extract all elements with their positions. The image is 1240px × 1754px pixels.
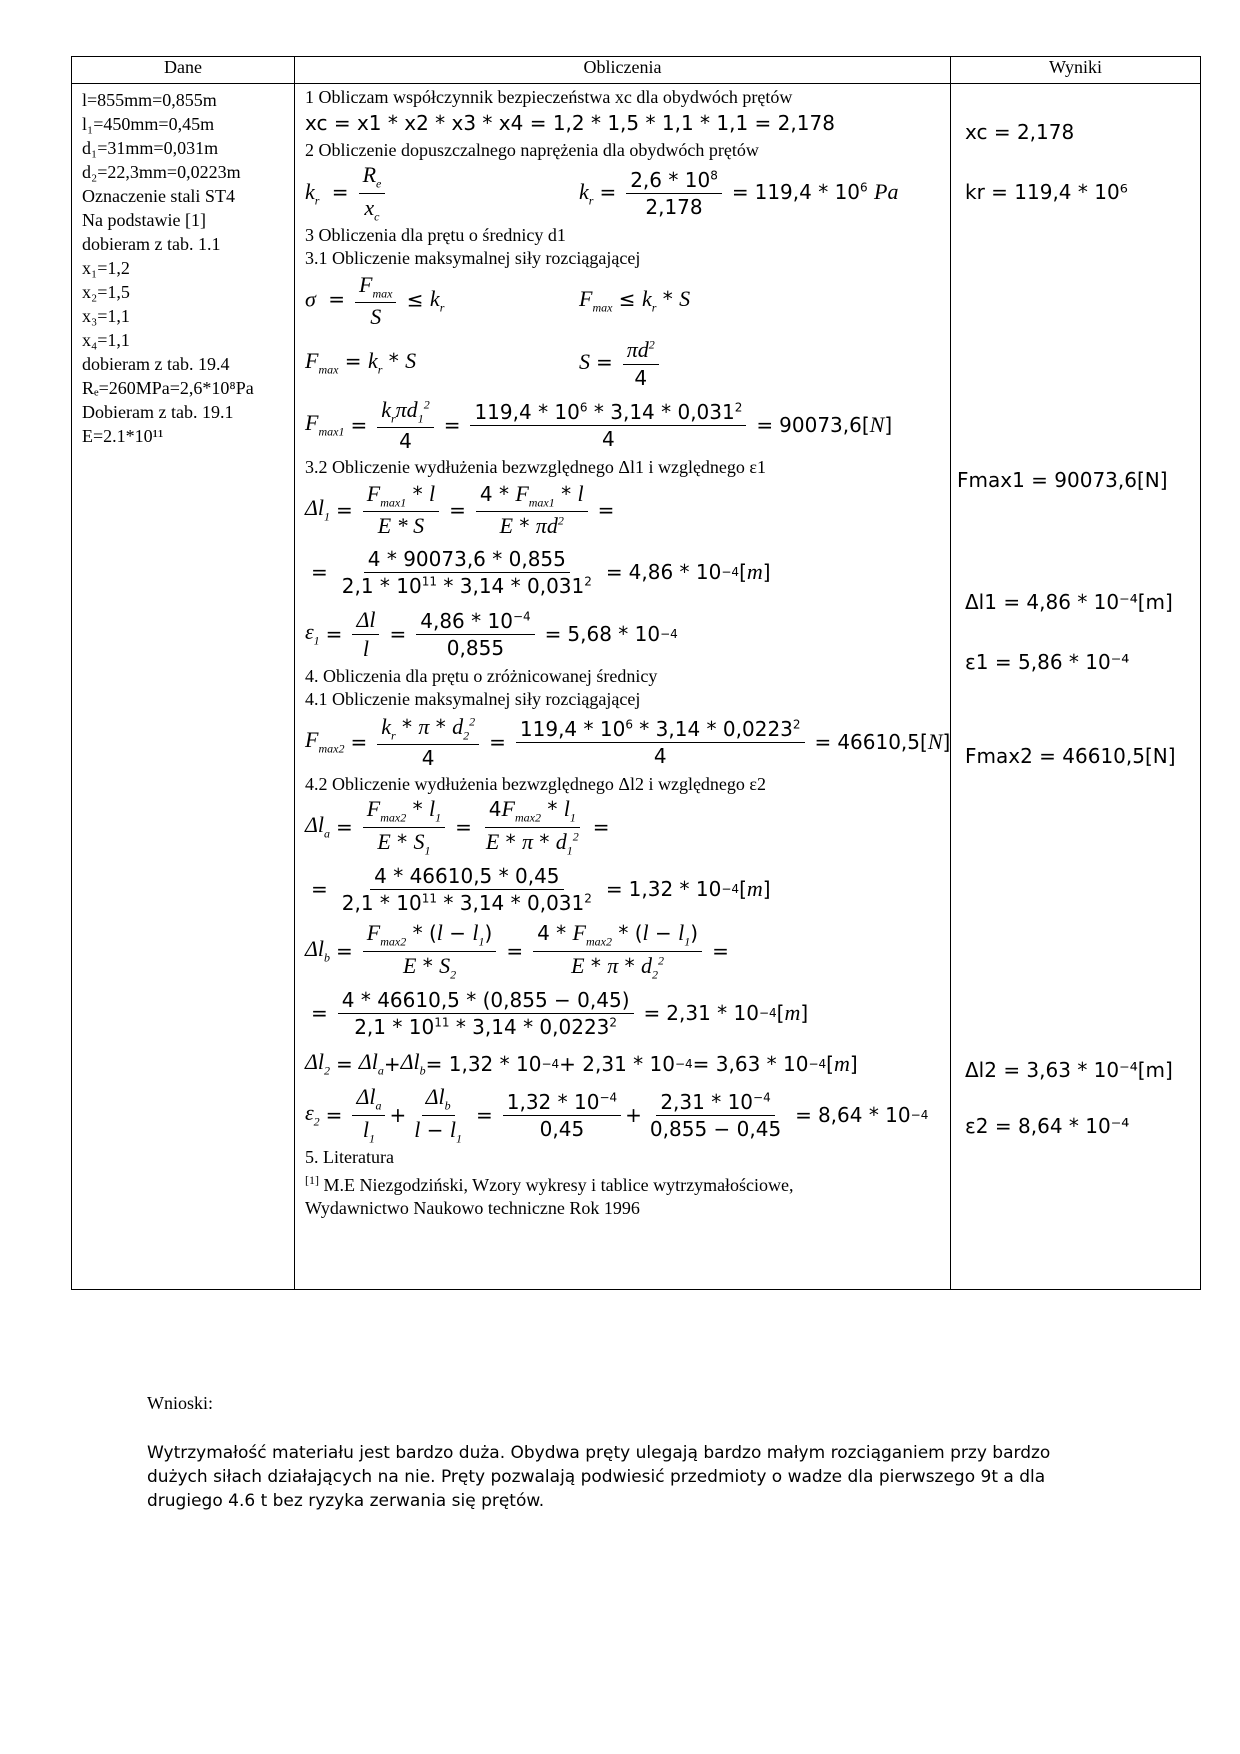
dane-item: d₂=22,3mm=0,0223m	[82, 162, 241, 182]
result-dl1: Δl1 = 4,86 * 10⁻⁴[m]	[965, 590, 1173, 614]
equation-dla-formula: $\Delta l_a$ = $\frac{F_{max2} * l_1}{E * S_1}$ = $\frac{4F_{max2} * l_1}{E * \pi * d_1^2}$ =	[305, 796, 610, 857]
dane-item: x₂=1,5	[82, 282, 130, 302]
equation-fmax-s: $F_{max} = k_r * S$ S = $\frac{\pi d^2}{4}$	[305, 332, 944, 394]
equation-kr: $k_r$ = $\frac{R_e}{x_c}$ $k_r$ = $\frac{2,6 * 10^8}{2,178}$ = $119,4 * 10^6$ Pa	[305, 162, 899, 223]
dane-item: Na podstawie [1]	[82, 210, 206, 230]
equation-sigma: σ = $\frac{F_{max}}{S}$ ≤ $k_r$ $F_{max} \le k_r * S$	[305, 271, 691, 330]
obliczenia-column	[295, 84, 951, 1290]
result-fmax1: Fmax1 = 90073,6[N]	[957, 468, 1168, 492]
section-4-1-heading: 4.1 Obliczenie maksymalnej siły rozciągającej	[305, 689, 641, 709]
equation-dl1-formula: $\Delta l_1$ = $\frac{F_{max1} * l}{E * S}$ = $\frac{4 * F_{max1} * l}{E * \pi d^2}$ =	[305, 480, 615, 539]
table-body-row	[72, 84, 1201, 1290]
literature-line-2: Wydawnictwo Naukowo techniczne Rok 1996	[305, 1198, 640, 1218]
dane-item: E=2.1*10¹¹	[82, 426, 164, 446]
header-obliczenia: Obliczenia	[295, 57, 951, 84]
header-dane: Dane	[72, 57, 295, 84]
calculation-table	[71, 56, 1201, 1290]
dane-item: l=855mm=0,855m	[82, 90, 217, 110]
section-3-2-heading: 3.2 Obliczenie wydłużenia bezwzględnego Δl1 i względnego ε1	[305, 457, 766, 477]
dane-item: Rₑ=260MPa=2,6*10⁸Pa	[82, 378, 254, 398]
section-3-1-heading: 3.1 Obliczenie maksymalnej siły rozciągającej	[305, 248, 641, 268]
result-e1: ε1 = 5,86 * 10⁻⁴	[965, 650, 1130, 674]
dane-item: d₁=31mm=0,031m	[82, 138, 219, 158]
dane-item: x₄=1,1	[82, 330, 130, 350]
wyniki-column	[951, 84, 1201, 1290]
dane-item: l₁=450mm=0,45m	[82, 114, 215, 134]
equation-dl2: $\Delta l_2$ = $\Delta l_a$ + $\Delta l_b$ = 1,32 * 10 −4 + 2,31 * 10 −4 = 3,63 * 10 −4 [ m ]	[305, 1049, 858, 1078]
equation-e1: $\varepsilon_1$ = $\frac{\Delta l}{l}$ = $\frac{4,86 * 10^{-4}}{0,855}$ = 5,68 * 10 −4	[305, 606, 678, 661]
equation-dlb-formula: $\Delta l_b$ = $\frac{F_{max2} * (l - l_1)}{E * S_2}$ = $\frac{4 * F_{max2} * (l - l_1)}{E * \pi * d_2^2}$ =	[305, 920, 729, 981]
section-5-heading: 5. Literatura	[305, 1147, 394, 1167]
dane-column	[72, 84, 295, 1290]
dane-item: Oznaczenie stali ST4	[82, 186, 235, 206]
equation-fmax1: $F_{max1}$ = $\frac{k_r\pi d_1^2}{4}$ = $\frac{119,4 * 10^6 * 3,14 * 0,031^2}{4}$ = 90073,6[ N ]	[305, 396, 893, 454]
equation-dla-value: = $\frac{4 * 46610,5 * 0,45}{2,1 * 10^{11} * 3,14 * 0,031^2}$ = 1,32 * 10 −4 [ m ]	[311, 863, 771, 915]
dane-item: x₁=1,2	[82, 258, 130, 278]
result-xc: xc = 2,178	[965, 120, 1075, 144]
dane-item: Dobieram z tab. 19.1	[82, 402, 234, 422]
equation-dl1-value: = $\frac{4 * 90073,6 * 0,855}{2,1 * 10^{11} * 3,14 * 0,031^2}$ = 4,86 * 10 −4 [ m ]	[311, 546, 771, 598]
table-header-row	[72, 57, 1201, 84]
conclusions-heading: Wnioski:	[147, 1393, 213, 1413]
result-e2: ε2 = 8,64 * 10⁻⁴	[965, 1114, 1130, 1138]
section-1-heading: 1 Obliczam współczynnik bezpieczeństwa xc dla obydwóch prętów	[305, 87, 793, 107]
section-2-heading: 2 Obliczenie dopuszczalnego naprężenia dla obydwóch prętów	[305, 140, 759, 160]
literature-line-1: [1] M.E Niezgodziński, Wzory wykresy i tablice wytrzymałościowe,	[305, 1173, 794, 1195]
equation-dlb-value: = $\frac{4 * 46610,5 * (0,855 - 0,45)}{2,1 * 10^{11} * 3,14 * 0,0223^2}$ = 2,31 * 10 −4 [ m ]	[311, 987, 809, 1039]
dane-item: dobieram z tab. 19.4	[82, 354, 230, 374]
conclusions-text: Wytrzymałość materiału jest bardzo duża. Obydwa pręty ulegają bardzo małym rozciąganiem przy bardzo dużych siłach działających na nie. Pręty pozwalają podwiesić przedmioty o wadze dla pierwszego 9t a dla drugiego 4.6 t bez ryzyka zerwania się prętów.	[147, 1443, 1051, 1511]
dane-item: dobieram z tab. 1.1	[82, 234, 221, 254]
section-4-heading: 4. Obliczenia dla prętu o zróżnicowanej średnicy	[305, 666, 658, 686]
result-dl2: Δl2 = 3,63 * 10⁻⁴[m]	[965, 1058, 1173, 1082]
section-4-2-heading: 4.2 Obliczenie wydłużenia bezwzględnego Δl2 i względnego ε2	[305, 774, 766, 794]
header-wyniki: Wyniki	[951, 57, 1201, 84]
equation-e2: $\varepsilon_2$ = $\frac{\Delta l_a}{l_1}$ + $\frac{\Delta l_b}{l - l_1}$ = $\frac{1,32 * 10^{-4}}{0,45}$ + $\frac{2,31 * 10^{-4}}{0,855 - 0,45}$ = 8,64 * 10 −4	[305, 1084, 929, 1145]
equation-fmax2: $F_{max2}$ = $\frac{k_r * \pi * d_2^2}{4}$ = $\frac{119,4 * 10^6 * 3,14 * 0,0223^2}{4}$ = 46610,5[ N ]	[305, 713, 951, 771]
section-3-heading: 3 Obliczenia dla prętu o średnicy d1	[305, 225, 566, 245]
dane-item: x₃=1,1	[82, 306, 130, 326]
equation-xc: xc = x1 * x2 * x3 * x4 = 1,2 * 1,5 * 1,1 * 1,1 = 2,178	[305, 111, 835, 135]
result-fmax2: Fmax2 = 46610,5[N]	[965, 744, 1176, 768]
result-kr: kr = 119,4 * 10⁶	[965, 180, 1128, 204]
